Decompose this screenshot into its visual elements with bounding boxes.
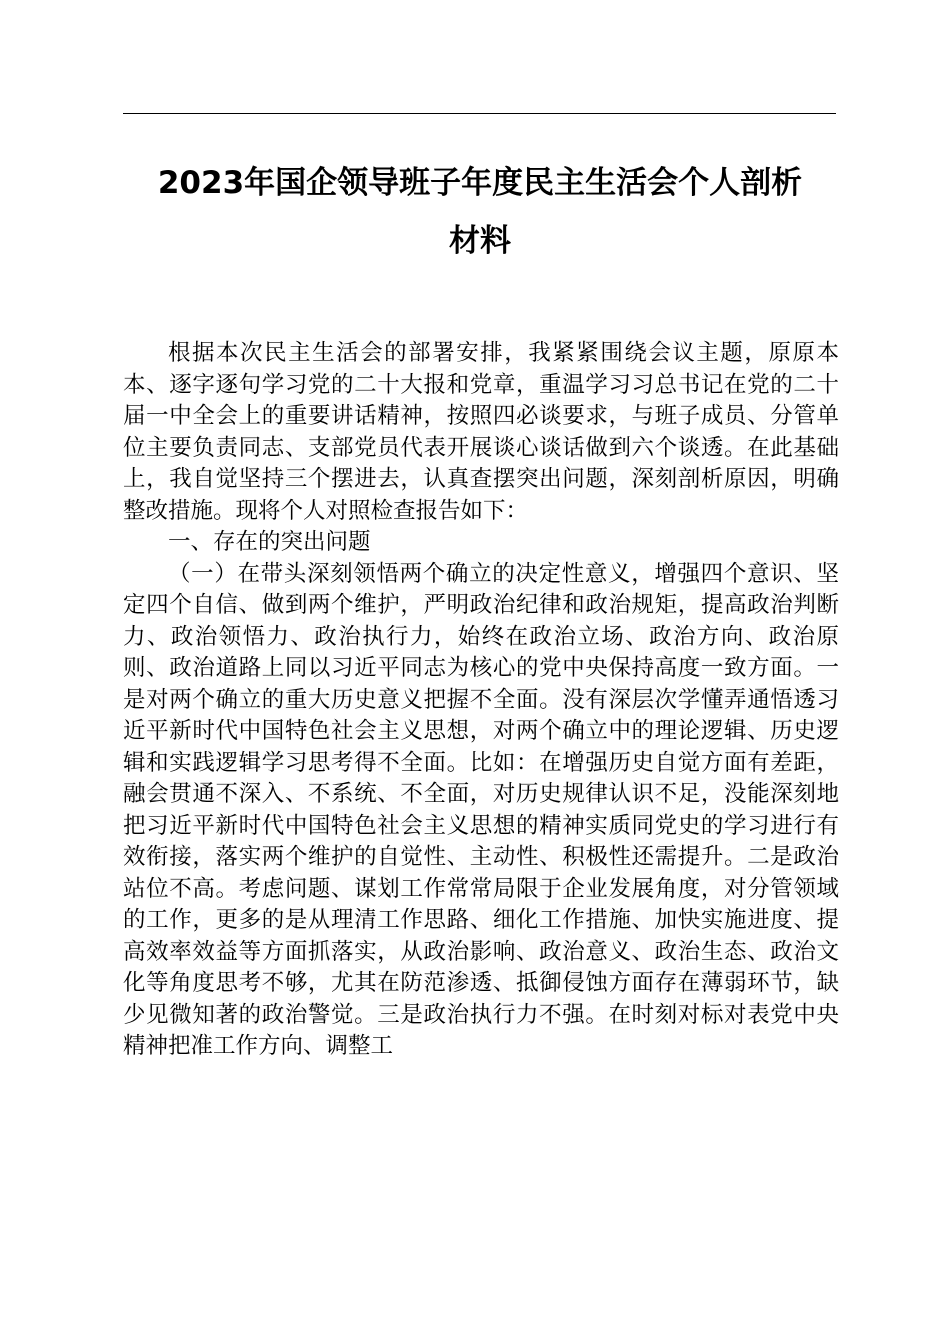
header-rule bbox=[123, 113, 836, 114]
intro-paragraph: 根据本次民主生活会的部署安排，我紧紧围绕会议主题，原原本本、逐字逐句学习党的二十大报和党章，重温学习习总书记在党的二十届一中全会上的重要讲话精神，按照四必谈要求，与班子成员、分管单位主要负责同志、支部党员代表开展谈心谈话做到六个谈透。在此基础上，我自觉坚持三个摆进去，认真查摆突出问题，深刻剖析原因，明确整改措施。现将个人对照检查报告如下： bbox=[123, 340, 839, 524]
document-title-line-1: 2023年国企领导班子年度民主生活会个人剖析 bbox=[157, 165, 803, 201]
document-body bbox=[123, 338, 839, 1063]
section-heading: 一、存在的突出问题 bbox=[168, 529, 371, 555]
document-title-line-2: 材料 bbox=[449, 223, 511, 259]
body-paragraph: （一）在带头深刻领悟两个确立的决定性意义，增强四个意识、坚定四个自信、做到两个维护，严明政治纪律和政治规矩，提高政治判断力、政治领悟力、政治执行力，始终在政治立场、政治方向、政治原则、政治道路上同以习近平同志为核心的党中央保持高度一致方面。一是对两个确立的重大历史意义把握不全面。没有深层次学懂弄通悟透习近平新时代中国特色社会主义思想，对两个确立中的理论逻辑、历史逻辑和实践逻辑学习思考得不全面。比如：在增强历史自觉方面有差距，融会贯通不深入、不系统、不全面，对历史规律认识不足，没能深刻地把习近平新时代中国特色社会主义思想的精神实质同党史的学习进行有效衔接，落实两个维护的自觉性、主动性、积极性还需提升。二是政治站位不高。考虑问题、谋划工作常常局限于企业发展角度，对分管领域的工作，更多的是从理清工作思路、细化工作措施、加快实施进度、提高效率效益等方面抓落实，从政治影响、政治意义、政治生态、政治文化等角度思考不够，尤其在防范渗透、抵御侵蚀方面存在薄弱环节，缺少见微知著的政治警觉。三是政治执行力不强。在时刻对标对表党中央精神把准工作方向、调整工 bbox=[123, 560, 839, 1059]
